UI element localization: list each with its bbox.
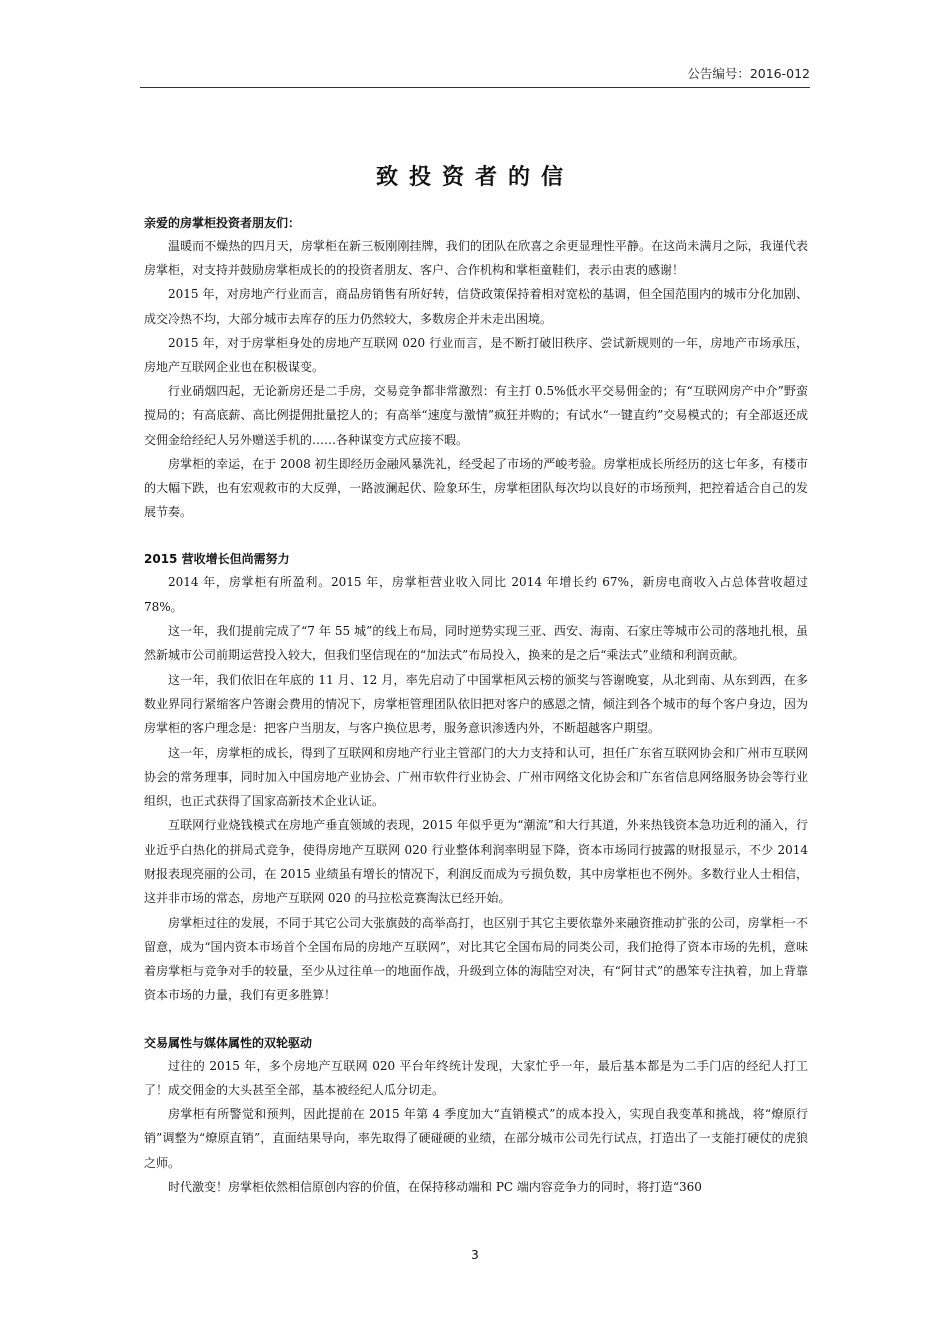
- paragraph: 这一年，房掌柜的成长，得到了互联网和房地产行业主管部门的大力支持和认可，担任广东省互联网协会和广州市互联网协会的常务理事，同时加入中国房地产业协会、广州市软件行业协会、广州市网络文化协会和广东省信息网络服务协会等行业组织，也正式获得了国家高新技术企业认证。: [144, 745, 808, 809]
- section-revenue: [144, 548, 808, 1007]
- letter-title: 致投资者的信: [375, 165, 574, 190]
- paragraph: 互联网行业烧钱模式在房地产垂直领域的表现，2015 年似乎更为“潮流”和大行其道，外来热钱资本急功近利的涌入，行业近乎白热化的拼局式竞争，使得房地产互联网 020 行业整体利润率明显下降，资本市场同行披露的财报显示，不少 2014 财报表现亮丽的公司，在 2015 业绩虽有增长的情况下，利润反而成为亏损负数，其中房掌柜也不例外。多数行业人士相信，这并非市场的常态，房地产互联网 020 的马拉松竞赛淘汰已经开始。: [144, 818, 808, 906]
- paragraph: 温暖而不燥热的四月天，房掌柜在新三板刚刚挂牌，我们的团队在欣喜之余更显理性平静。在这尚未满月之际，我谨代表房掌柜，对支持并鼓励房掌柜成长的的投资者朋友、客户、合作机构和掌柜童鞋们，表示由衷的感谢！: [144, 239, 808, 278]
- paragraph: 时代激变！房掌柜依然相信原创内容的价值，在保持移动端和 PC 端内容竞争力的同时，将打造“360: [168, 1179, 702, 1194]
- page-number: 3: [471, 1248, 479, 1262]
- paragraph: 房掌柜的幸运，在于 2008 初生即经历金融风暴洗礼，经受起了市场的严峻考验。房掌柜成长所经历的这七年多，有楼市的大幅下跌，也有宏观救市的大反弹，一路波澜起伏、险象环生，房掌柜团队每次均以良好的市场预判，把控着适合自己的发展节奏。: [144, 456, 808, 520]
- letter-body: [144, 212, 808, 1199]
- salutation: 亲爱的房掌柜投资者朋友们：: [144, 216, 301, 230]
- paragraph: 这一年，我们依旧在年底的 11 月、12 月，率先启动了中国掌柜风云榜的颁奖与答谢晚宴，从北到南、从东到西，在多数业界同行紧缩客户答谢会费用的情况下，房掌柜管理团队依旧把对客户的感恩之情，倾注到各个城市的每个客户身边，因为房掌柜的客户理念是：把客户当朋友，与客户换位思考，服务意识渗透内外，不断超越客户期望。: [144, 672, 808, 736]
- paragraph: 2014 年，房掌柜有所盈利。2015 年，房掌柜营业收入同比 2014 年增长约 67%，新房电商收入占总体营收超过 78%。: [144, 575, 808, 614]
- section-dual-drive: [144, 1032, 808, 1199]
- section-heading: 2015 营收增长但尚需努力: [144, 552, 290, 567]
- intro-section: [144, 234, 808, 524]
- header-divider: [140, 87, 810, 88]
- paragraph: 2015 年，对于房掌柜身处的房地产互联网 020 行业而言，是不断打破旧秩序、尝试新规则的一年，房地产市场承压，房地产互联网企业也在积极谋变。: [144, 335, 808, 375]
- paragraph: 房掌柜过往的发展，不同于其它公司大张旗鼓的高举高打，也区别于其它主要依靠外来融资推动扩张的公司，房掌柜一不留意，成为“国内资本市场首个全国布局的房地产互联网”，对比其它全国布局的同类公司，我们抢得了资本市场的先机，意味着房掌柜与竞争对手的较量，至少从过往单一的地面作战，升级到立体的海陆空对决，有“阿甘式”的愚笨专注执着，加上背靠资本市场的力量，我们有更多胜算！: [144, 915, 808, 1003]
- paragraph: 2015 年，对房地产行业而言，商品房销售有所好转，信贷政策保持着相对宽松的基调，但全国范围内的城市分化加剧、成交冷热不均，大部分城市去库存的压力仍然较大，多数房企并未走出困境。: [144, 287, 808, 326]
- section-heading: 交易属性与媒体属性的双轮驱动: [144, 1035, 313, 1050]
- paragraph: 过往的 2015 年，多个房地产互联网 020 平台年终统计发现，大家忙乎一年，最后基本都是为二手门店的经纪人打工了！成交佣金的大头甚至全部，基本被经纪人瓜分切走。: [144, 1058, 808, 1097]
- paragraph: 行业硝烟四起，无论新房还是二手房，交易竞争都非常激烈：有主打 0.5%低水平交易佣金的；有“互联网房产中介”野蛮搅局的；有高底薪、高比例提佣批量挖人的；有高举“速度与激情”疯狂并购的；有试水“一键直约”交易模式的；有全部返还成交佣金给经纪人另外赠送手机的……各种谋变方式应接不暇。: [144, 384, 808, 447]
- paragraph: 这一年，我们提前完成了“7 年 55 城”的线上布局，同时逆势实现三亚、西安、海南、石家庄等城市公司的落地扎根，虽然新城市公司前期运营投入较大，但我们坚信现在的“加法式”布局投入，换来的是之后“乘法式”业绩和利润贡献。: [144, 624, 808, 663]
- paragraph: 房掌柜有所警觉和预判，因此提前在 2015 年第 4 季度加大“直销模式”的成本投入，实现自我变革和挑战，将“燎原行销”调整为“燎原直销”，直面结果导向，率先取得了硬碰硬的业绩，在部分城市公司先行试点，打造出了一支能打硬仗的虎狼之师。: [144, 1107, 808, 1170]
- announcement-code: 公告编号：2016-012: [687, 66, 810, 81]
